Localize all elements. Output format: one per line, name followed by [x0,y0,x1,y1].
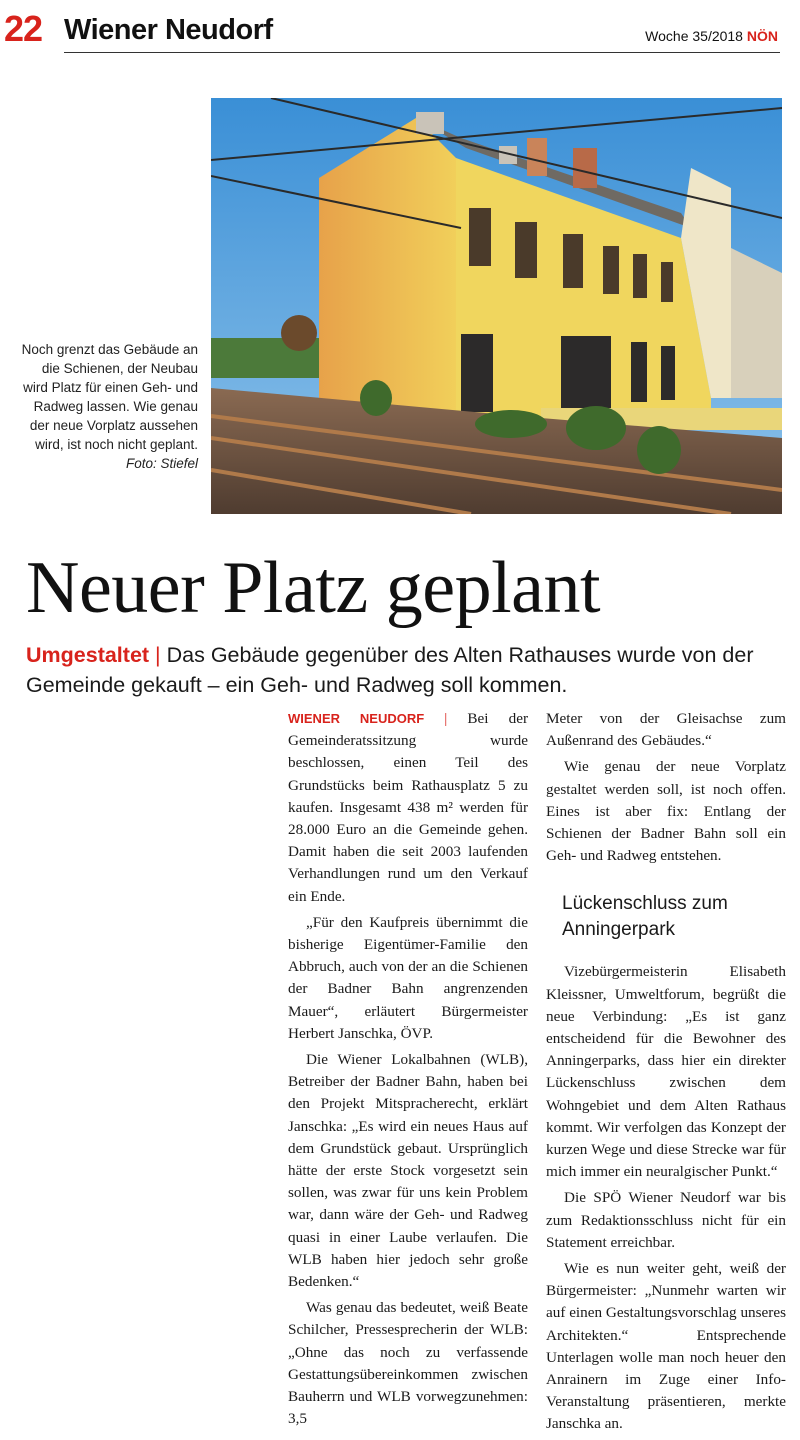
paragraph-text: Bei der Gemeinderatssitzung wurde beschlossen, einen Teil des Grundstücks beim Rathausplatz 5 zu kaufen. Insgesamt 438 m² werden für 28.000 Euro an die Gemeinde gehen. Damit haben die seit 2003 laufenden Verhandlungen rund um den Verkauf ein Ende. [288,710,528,905]
brand-logo: NÖN [746,28,778,44]
paragraph: Meter von der Gleisachse zum Außenrand des Gebäudes.“ [546,710,786,750]
header-rule [64,52,780,53]
issue-week: Woche 35/2018 [645,28,743,44]
photo-credit: Foto: Stiefel [125,456,198,471]
paragraph: Die Wiener Lokalbahnen (WLB), Betreiber der Badner Bahn, haben bei den Projekt Mitspracherecht, erklärt Janschka: „Es wird ein neues Haus auf dem Grundstück gebaut. Ursprünglich hätte der erste Stock vorgesetzt sein sollen, was zwar für uns kein Problem war, dann wäre der Geh- und Radweg quasi in einer Laube verlaufen. Die WLB haben hier jedoch sehr große Bedenken.“ [288,1051,528,1291]
paragraph [288,708,528,908]
subheadline-text: Das Gebäude gegenüber des Alten Rathauses wurde von der Gemeinde gekauft – ein Geh- und Radweg soll kommen. [26,643,754,697]
paragraph: „Für den Kaufpreis übernimmt die bisherige Eigentümer-Familie den Abbruch, auch von der an die Schienen der Badner Bahn angrenzenden Mauer“, erläutert Bürgermeister Herbert Janschka, ÖVP. [288,913,528,1042]
kicker: Umgestaltet [26,643,150,667]
paragraph: Wie es nun weiter geht, weiß der Bürgermeister: „Nunmehr warten wir auf einen Gestaltungsvorschlag unseres Architekten.“ Entsprechende Unterlagen wolle man noch heuer den Anrainern im Zuge einer Info-Veranstaltung präsentieren, merkte Janschka an. [546,1260,786,1433]
headline: Neuer Platz geplant [26,547,601,629]
article-column-2 [546,708,786,1440]
section-title: Wiener Neudorf [64,14,273,46]
article-photo [211,98,782,514]
page-number: 22 [4,8,43,49]
paragraph: Die SPÖ Wiener Neudorf war bis zum Redaktionsschluss nicht für ein Statement erreichbar. [546,1189,786,1251]
caption-text: Noch grenzt das Gebäude an die Schienen, der Neubau wird Platz für einen Geh- und Radweg lassen. Wie genau der neue Vorplatz aussehen wird, ist noch nicht geplant. [21,342,198,452]
issue-info [645,28,778,44]
dateline: WIENER NEUDORF [288,711,425,726]
photo-caption [20,340,198,473]
paragraph: Was genau das bedeutet, weiß Beate Schilcher, Pressesprecherin der WLB: „Ohne das noch zu verfassende Gestattungsübereinkommen zwischen Bauherrn und WLB vorwegzunehmen: 3,5 [288,1299,528,1428]
article-column-1 [288,708,528,1435]
section-subtitle: Lückenschluss zum Anningerpark [562,893,728,941]
subheadline [26,640,786,700]
page-header [0,0,800,55]
dateline-separator: | [444,710,448,727]
paragraph: Wie genau der neue Vorplatz gestaltet werden soll, ist noch offen. Eines ist aber fix: Entlang der Schienen der Badner Bahn soll ein Geh- und Radweg entstehen. [546,758,786,865]
paragraph: Vizebürgermeisterin Elisabeth Kleissner, Umweltforum, begrüßt die neue Verbindung: „Es ist ganz entscheidend für die Bewohner des Anningerparks, dass hier ein direkter Lückenschluss zwischen dem Wohngebiet und dem Alten Rathaus kommt. Wir verfolgen das Konzept der kurzen Wege und diese Strecke war für mich immer ein neuralgischer Punkt.“ [546,963,786,1181]
kicker-separator: | [155,643,161,667]
